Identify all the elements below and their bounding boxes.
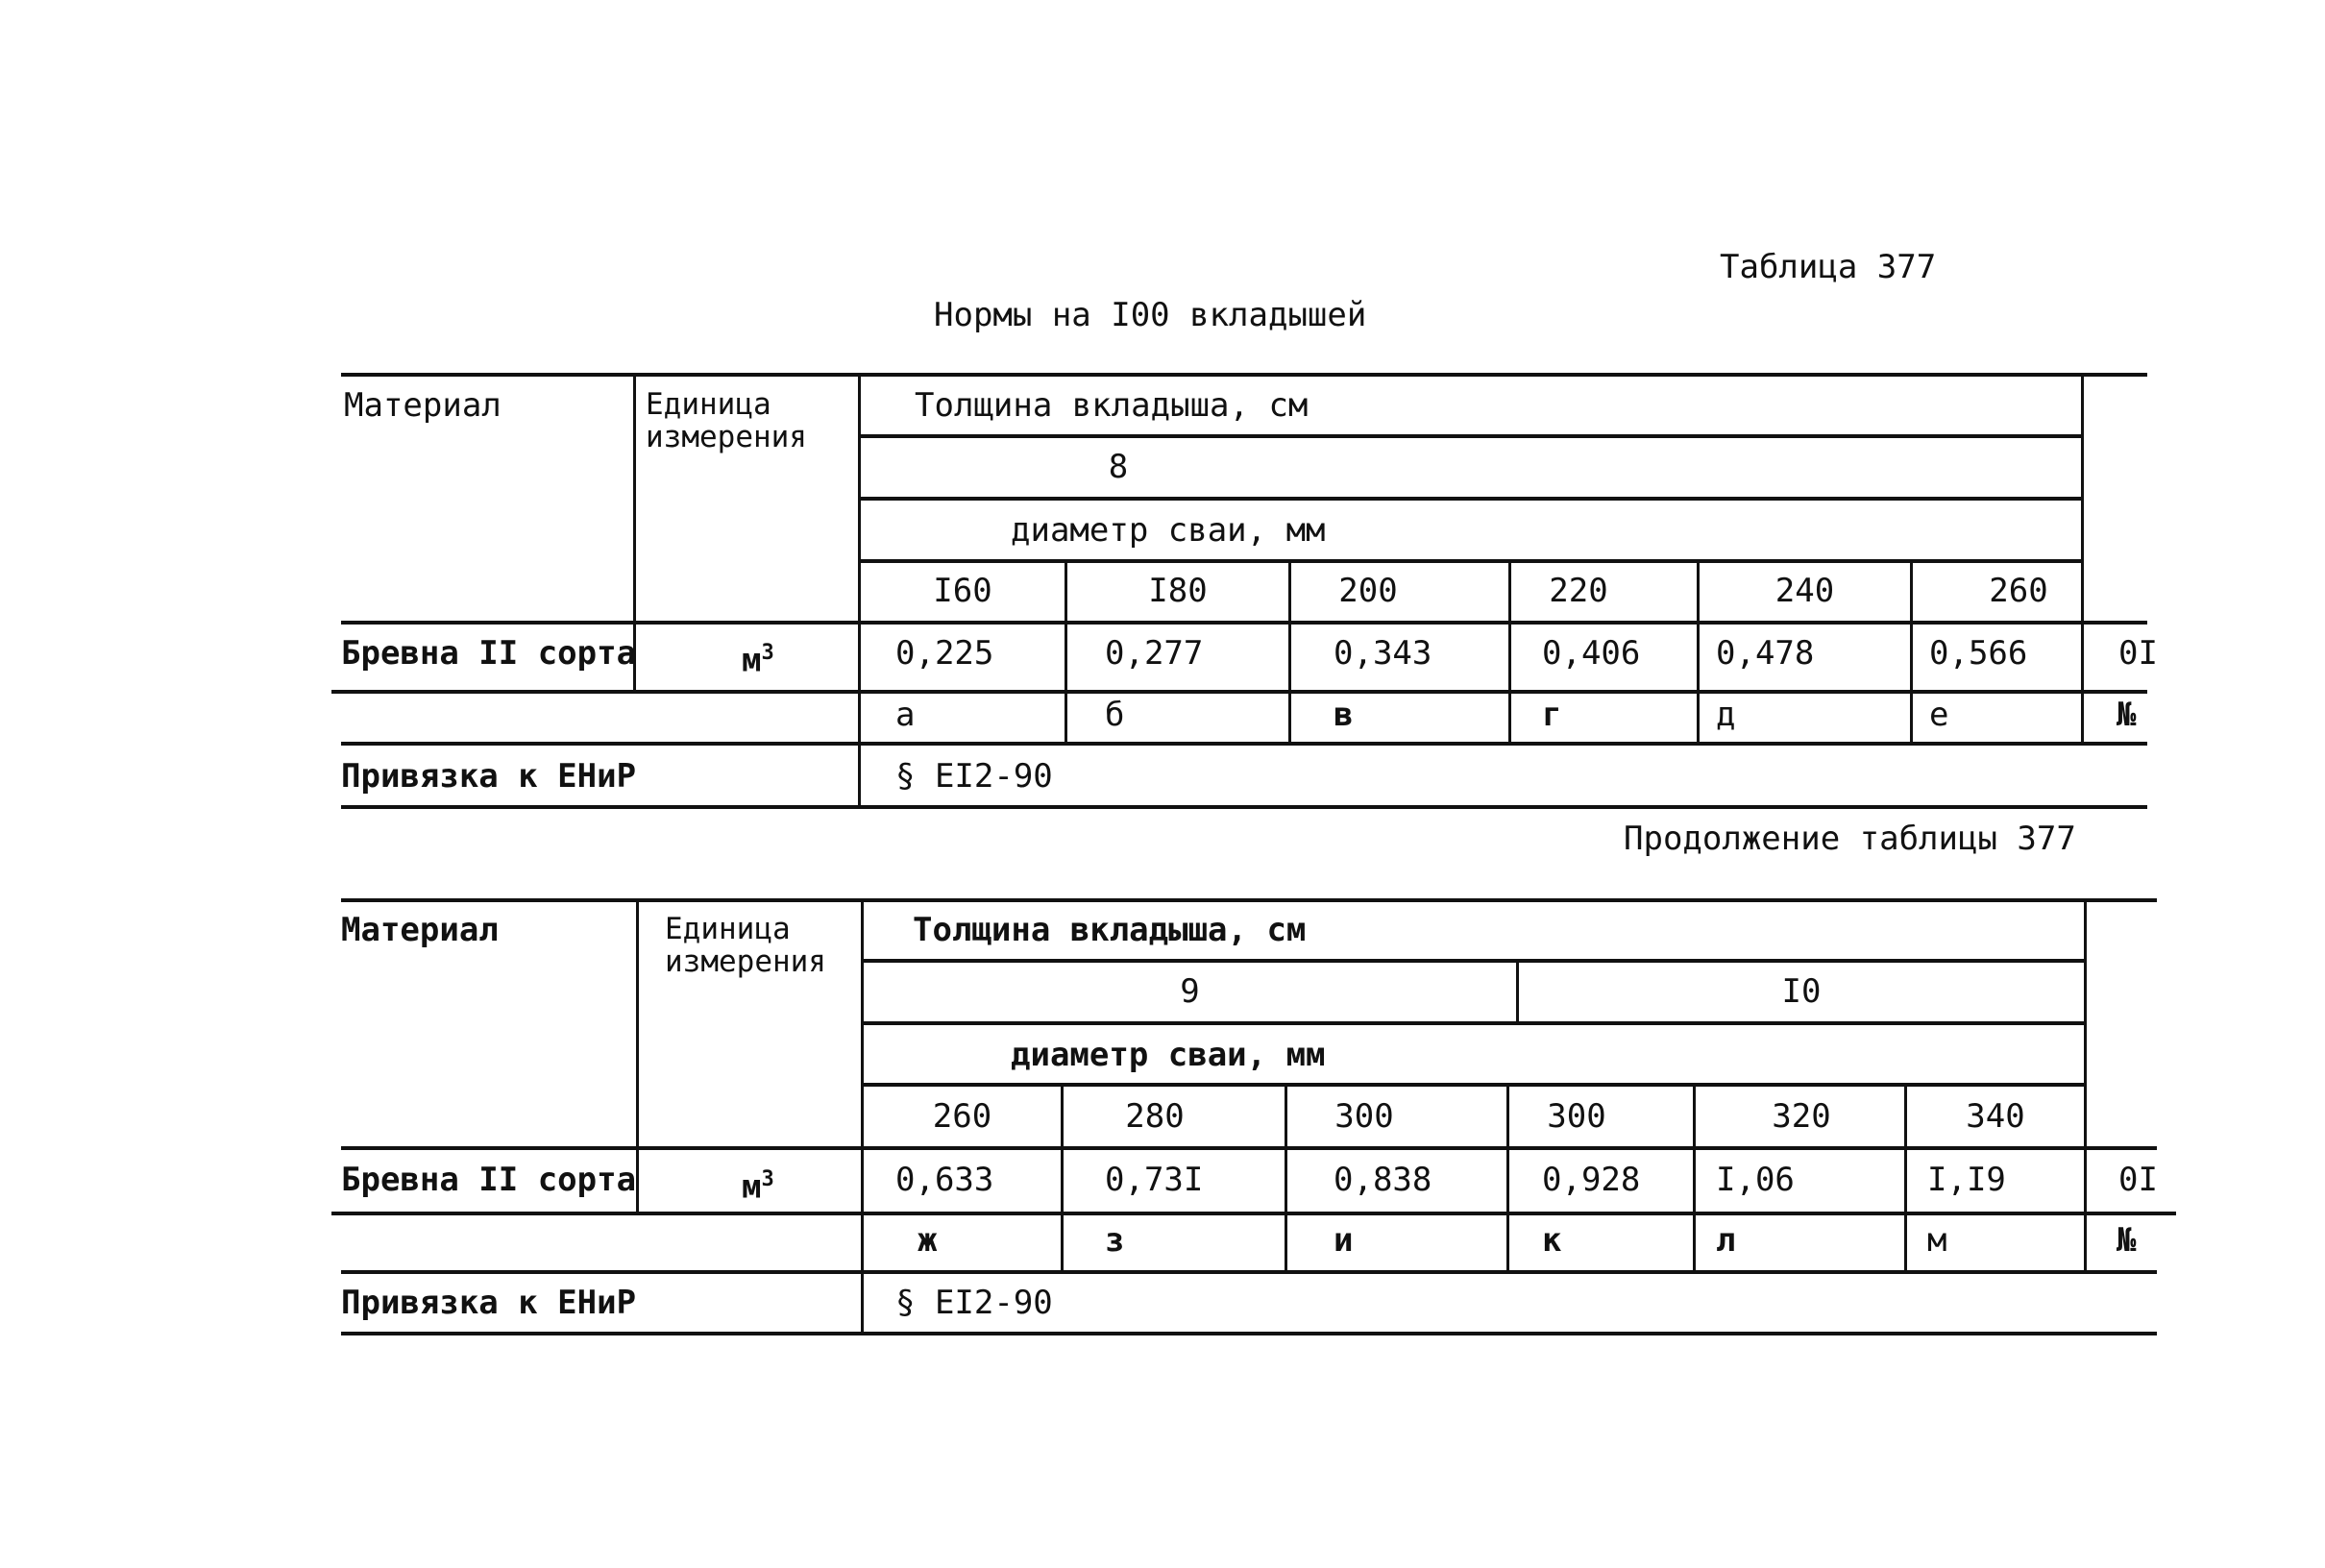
column-letter: а xyxy=(895,696,916,734)
column-letter: л xyxy=(1716,1221,1736,1260)
number-sign: № xyxy=(2117,696,2137,734)
unit-cell: $м^3$ xyxy=(742,1167,774,1207)
value-cell: 0,343 xyxy=(1334,634,1432,673)
value-cell: 0,838 xyxy=(1334,1161,1432,1199)
value-cell: 0,73I xyxy=(1105,1161,1204,1199)
column-letter: г xyxy=(1542,696,1562,734)
value-cell: 0,225 xyxy=(895,634,994,673)
diameter-cell: 240 xyxy=(1774,572,1835,610)
table-caption: Нормы на I00 вкладышей xyxy=(934,296,1367,334)
binding-value: § ЕI2-90 xyxy=(895,757,1053,796)
diameter-cell: 300 xyxy=(1547,1097,1606,1136)
material-cell: Бревна II сорта xyxy=(341,1161,637,1199)
diameter-cell: 280 xyxy=(1125,1097,1185,1136)
value-cell: 0,928 xyxy=(1542,1161,1641,1199)
column-letter: в xyxy=(1334,696,1354,734)
diameter-cell: I80 xyxy=(1148,572,1208,610)
thickness-value: 8 xyxy=(1108,448,1129,486)
column-letter: к xyxy=(1542,1221,1562,1260)
diameter-cell: 320 xyxy=(1772,1097,1831,1136)
unit-header-line2: измерения xyxy=(646,420,807,454)
column-letter: д xyxy=(1716,696,1736,734)
thickness-header: Толщина вкладыша, см xyxy=(915,386,1309,425)
material-cell: Бревна II сорта xyxy=(341,634,637,673)
thickness-value: I0 xyxy=(1781,972,1822,1011)
column-letter: з xyxy=(1105,1221,1125,1260)
value-cell: 0,277 xyxy=(1105,634,1204,673)
value-cell: I,06 xyxy=(1716,1161,1795,1199)
column-letter: б xyxy=(1105,696,1125,734)
unit-header-line1: Единица xyxy=(665,912,791,946)
diameter-cell: 200 xyxy=(1338,572,1398,610)
binding-label: Привязка к ЕНиР xyxy=(341,1284,637,1322)
value-cell: I,I9 xyxy=(1927,1161,2006,1199)
code-cell: 0I xyxy=(2118,1161,2158,1199)
value-cell: 0,406 xyxy=(1542,634,1641,673)
table-number: Таблица 377 xyxy=(1720,248,1937,286)
material-header: Материал xyxy=(344,386,502,425)
column-letter: ж xyxy=(918,1221,938,1260)
thickness-header: Толщина вкладыша, см xyxy=(913,911,1307,949)
value-cell: 0,566 xyxy=(1929,634,2028,673)
value-cell: 0,478 xyxy=(1716,634,1815,673)
unit-header-line2: измерения xyxy=(665,944,826,979)
number-sign: № xyxy=(2117,1221,2137,1260)
material-header: Материал xyxy=(341,911,499,949)
column-letter: е xyxy=(1929,696,1949,734)
continuation-title: Продолжение таблицы 377 xyxy=(1624,820,2076,858)
diameter-cell: 260 xyxy=(1989,572,2048,610)
diameter-cell: I60 xyxy=(933,572,992,610)
binding-label: Привязка к ЕНиР xyxy=(341,757,637,796)
diameter-cell: 300 xyxy=(1334,1097,1394,1136)
binding-value: § ЕI2-90 xyxy=(895,1284,1053,1322)
diameter-cell: 260 xyxy=(932,1097,992,1136)
diameter-header: диаметр сваи, мм xyxy=(1011,1036,1326,1074)
unit-header-line1: Единица xyxy=(646,387,771,422)
column-letter: и xyxy=(1334,1221,1354,1260)
diameter-cell: 220 xyxy=(1549,572,1608,610)
code-cell: 0I xyxy=(2118,634,2158,673)
thickness-value: 9 xyxy=(1180,972,1200,1011)
diameter-cell: 340 xyxy=(1966,1097,2025,1136)
unit-cell: $м^3$ xyxy=(742,641,774,680)
column-letter: м xyxy=(1927,1221,1947,1260)
diameter-header: диаметр сваи, мм xyxy=(1011,511,1326,550)
value-cell: 0,633 xyxy=(895,1161,994,1199)
